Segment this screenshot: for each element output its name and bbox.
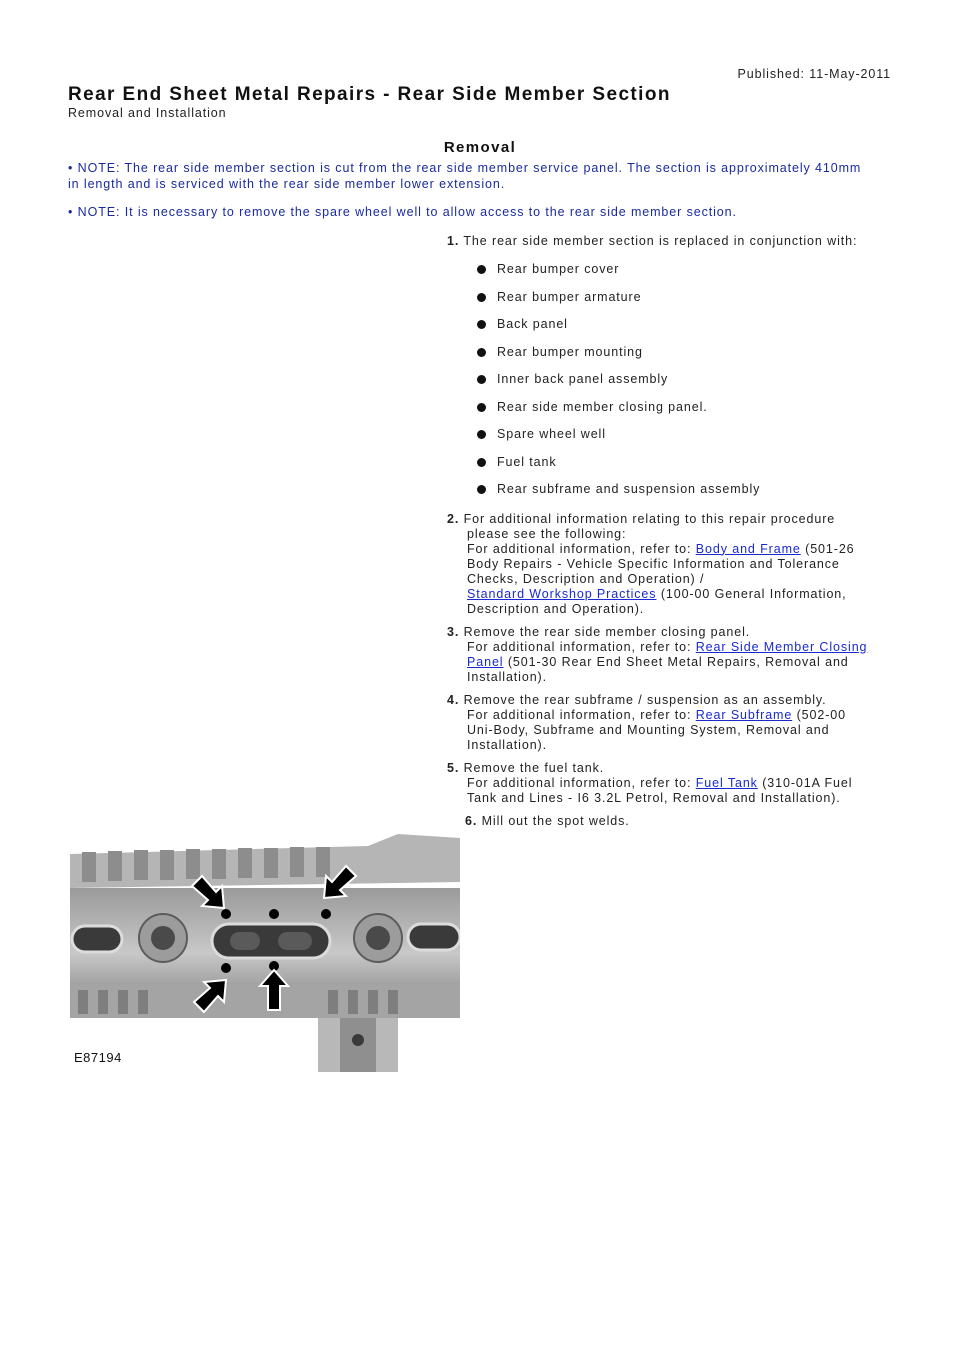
standard-workshop-practices-link[interactable]: Standard Workshop Practices — [467, 586, 657, 601]
bracket-hole — [352, 1034, 364, 1046]
spot-weld-illustration — [68, 834, 460, 1072]
note-bullet: • — [68, 161, 74, 175]
list-item: Rear bumper armature — [477, 290, 897, 318]
rear-subframe-link[interactable]: Rear Subframe — [695, 707, 793, 722]
step-4: 4. Remove the rear subframe / suspension as an assembly. For additional information, refer to: Rear Subframe (502-00 Uni-Body, Subframe and Mounting System, Removal and Installation). — [447, 692, 846, 752]
bullet-icon — [477, 458, 486, 467]
step-number: 4. — [447, 692, 460, 707]
note-bullet: • — [68, 205, 74, 219]
step-6 — [447, 814, 897, 829]
note-2 — [68, 204, 868, 220]
list-item: Inner back panel assembly — [477, 372, 897, 400]
page-subtitle: Removal and Installation — [68, 106, 227, 120]
section-heading: Removal — [443, 139, 517, 156]
note-1 — [68, 160, 868, 192]
step-number: 3. — [447, 624, 460, 639]
fuel-tank-link[interactable]: Fuel Tank — [695, 775, 758, 790]
list-item: Rear bumper cover — [477, 262, 897, 290]
list-item: Spare wheel well — [477, 427, 897, 455]
step-3: 3. Remove the rear side member closing panel. For additional information, refer to: Rear Side Member Closing Panel (501-30 Rear End Sheet Metal Repairs, Removal and Installation). — [447, 624, 868, 684]
list-item: Back panel — [477, 317, 897, 345]
figure-label: E87194 — [74, 1050, 122, 1065]
step-number: 2. — [447, 511, 460, 526]
step-2: 2. For additional information relating to this repair procedure please see the following: For additional information, refer to: Body and Frame (501-26 Body Repairs - Vehicle Specific Information and Tolerance Checks, Description and Operation) / Standard Workshop Practices (100-00 General Information, Description and Operation). — [447, 511, 855, 616]
list-item: Rear bumper mounting — [477, 345, 897, 373]
bullet-icon — [477, 375, 486, 384]
bullet-icon — [477, 430, 486, 439]
published-date: Published: 11-May-2011 — [737, 67, 891, 81]
rear-side-member-closing-panel-link-cont[interactable]: Panel — [467, 654, 504, 669]
rear-side-member-closing-panel-link[interactable]: Rear Side Member Closing — [695, 639, 868, 654]
bullet-icon — [477, 320, 486, 329]
step-number: 6. — [465, 813, 478, 828]
bullet-icon — [477, 293, 486, 302]
step-1 — [447, 234, 897, 510]
bullet-icon — [477, 485, 486, 494]
step-text: Mill out the spot welds. — [481, 813, 630, 828]
list-item: Rear side member closing panel. — [477, 400, 897, 428]
step-number: 1. — [447, 234, 460, 248]
procedure-steps — [447, 234, 897, 829]
list-item: Fuel tank — [477, 455, 897, 483]
note-text: NOTE: The rear side member section is cut from the rear side member service panel. The section is approximately 410mm in length and is serviced with the rear side member lower extension. — [68, 161, 862, 191]
page-title: Rear End Sheet Metal Repairs - Rear Side Member Section — [68, 84, 671, 105]
step-number: 5. — [447, 760, 460, 775]
bullet-icon — [477, 265, 486, 274]
component-list — [447, 262, 897, 510]
lower-lip — [70, 984, 460, 1018]
list-item: Rear subframe and suspension assembly — [477, 482, 897, 510]
note-text: NOTE: It is necessary to remove the spare wheel well to allow access to the rear side member section. — [77, 205, 737, 219]
step-5: 5. Remove the fuel tank. For additional information, refer to: Fuel Tank (310-01A Fuel Tank and Lines - I6 3.2L Petrol, Removal and Installation). — [447, 760, 853, 805]
bullet-icon — [477, 403, 486, 412]
step-text: The rear side member section is replaced in conjunction with: — [463, 234, 858, 248]
bullet-icon — [477, 348, 486, 357]
body-and-frame-link[interactable]: Body and Frame — [695, 541, 801, 556]
